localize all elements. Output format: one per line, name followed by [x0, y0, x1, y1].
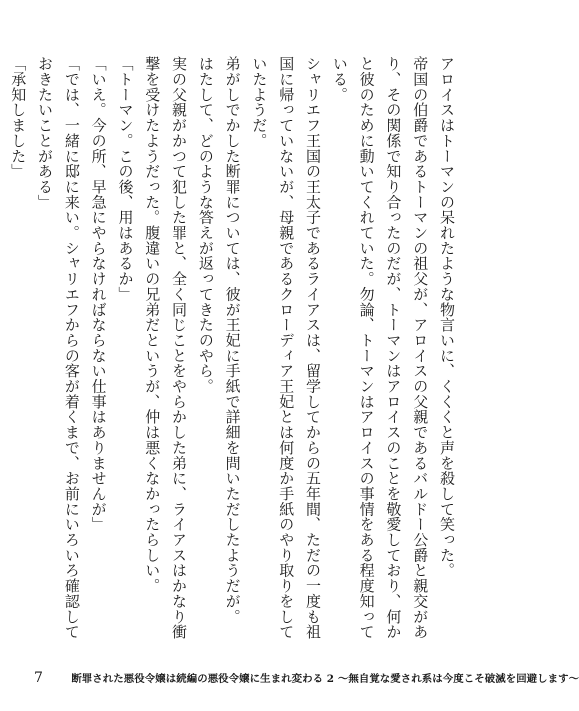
page-number: 7: [34, 670, 43, 686]
paragraph: 帝国の伯爵であるトーマンの祖父が、アロイスの父親であるバルドー公爵と親交があり、その関係で知り合ったのだが、トーマンはアロイスのことを敬愛しており、何かと彼のために動いてくれていた。勿論、トーマンはアロイスの事情をある程度知っている。: [330, 56, 430, 640]
dialogue-line: 「いえ。今の所、早急にやらなければならない仕事はありませんが」: [89, 56, 108, 532]
paragraph: シャリエフ王国の王太子であるライアスは、留学してからの五年間、ただの一度も祖国に帰っていないが、母親であるクローディア王妃とは何度か手紙のやり取りをしていたようだ。: [250, 56, 323, 640]
vertical-body-text: [9, 56, 460, 646]
running-title: 断罪された悪役令嬢は続編の悪役令嬢に生まれ変わる 2 〜無自覚な愛され系は今度こそ破滅を回避します〜: [71, 673, 579, 685]
paragraph: 実の父親がかつて犯した罪と、全く同じことをやらかした弟に、ライアスはかなり衝撃を受けたようだった。腹違いの兄弟だというが、仲は悪くなかったらしい。: [143, 56, 189, 640]
dialogue-line: 「では、一緒に邸に来い。シャリエフからの客が着くまで、お前にいろいろ確認しておきたいことがある」: [36, 56, 81, 640]
paragraph: はたして、どのような答えが返ってきたのやら。: [196, 56, 215, 394]
dialogue-line: 「承知しました」: [9, 56, 28, 179]
dialogue-line: 「トーマン。この後、用はあるか」: [116, 56, 135, 302]
paragraph: アロイスはトーマンの呆れたような物言いに、くくくと声を殺して笑った。: [438, 56, 456, 578]
paragraph: 弟がしでかした断罪については、彼が王妃に手紙で詳細を問いただしたようだが。: [223, 56, 242, 624]
page-footer: [30, 668, 579, 688]
paragraph: [0, 56, 4, 646]
